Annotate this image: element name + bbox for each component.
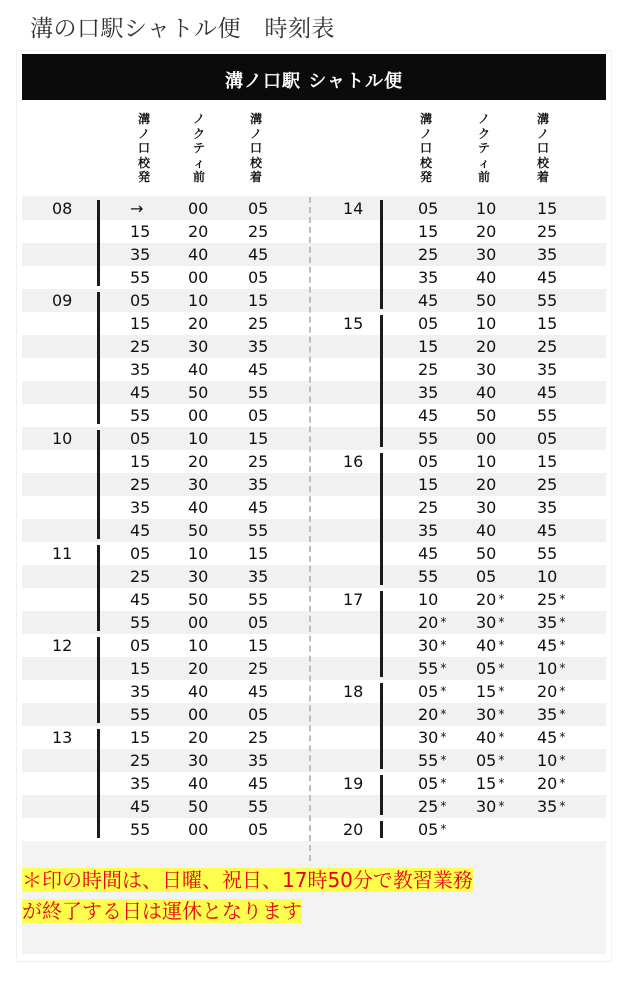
timetable-row-bg bbox=[22, 565, 606, 588]
left-hour-label: 12 bbox=[52, 636, 73, 655]
timetable-row-bg bbox=[22, 795, 606, 818]
timetable-row-bg bbox=[22, 312, 606, 335]
right-time-cell: 50 bbox=[476, 406, 497, 425]
left-time-cell: 20 bbox=[188, 659, 209, 678]
right-time-cell: 45 bbox=[418, 291, 439, 310]
right-hour-bracket bbox=[380, 315, 383, 447]
right-hour-bracket bbox=[380, 453, 383, 585]
right-time-cell: 40 * bbox=[476, 728, 505, 747]
right-time-cell: 25 bbox=[537, 222, 558, 241]
timetable-row-bg bbox=[22, 519, 606, 542]
right-time-cell: 05 * bbox=[418, 774, 447, 793]
left-time-cell: 30 bbox=[188, 337, 209, 356]
right-time-cell: 35 bbox=[418, 521, 439, 540]
timetable-row-bg bbox=[22, 404, 606, 427]
left-time-cell: 10 bbox=[188, 429, 209, 448]
right-time-cell: 05 * bbox=[418, 820, 447, 839]
left-time-cell: 50 bbox=[188, 383, 209, 402]
footnote-line-1: ＊印の時間は、日曜、祝日、17時50分で教習業務 bbox=[22, 868, 473, 892]
right-time-cell: 20 bbox=[476, 337, 497, 356]
left-hour-bracket bbox=[97, 292, 100, 424]
timetable-row-bg bbox=[22, 703, 606, 726]
footnote bbox=[22, 865, 606, 927]
left-time-cell: 45 bbox=[130, 521, 151, 540]
left-time-cell: 05 bbox=[130, 636, 151, 655]
left-time-cell: 25 bbox=[248, 452, 269, 471]
right-time-cell: 10 bbox=[476, 314, 497, 333]
right-time-cell: 25 bbox=[418, 360, 439, 379]
left-time-cell: 10 bbox=[188, 636, 209, 655]
left-time-cell: 15 bbox=[130, 452, 151, 471]
right-time-cell: 25 * bbox=[537, 590, 566, 609]
right-time-cell: 25 bbox=[537, 337, 558, 356]
left-hour-label: 13 bbox=[52, 728, 73, 747]
left-time-cell: 40 bbox=[188, 682, 209, 701]
left-time-cell: 10 bbox=[188, 544, 209, 563]
right-time-cell: 20 * bbox=[418, 613, 447, 632]
right-time-cell: 30 * bbox=[476, 705, 505, 724]
left-hour-bracket bbox=[97, 430, 100, 539]
right-time-cell: 15 bbox=[418, 337, 439, 356]
right-time-cell: 35 bbox=[537, 245, 558, 264]
left-time-cell: 50 bbox=[188, 797, 209, 816]
left-time-cell: 25 bbox=[130, 751, 151, 770]
right-time-cell: 25 bbox=[418, 245, 439, 264]
right-time-cell: 10 bbox=[476, 452, 497, 471]
left-time-cell: 35 bbox=[248, 751, 269, 770]
right-time-cell: 05 bbox=[418, 199, 439, 218]
right-time-cell: 10 bbox=[476, 199, 497, 218]
left-time-cell: 15 bbox=[130, 728, 151, 747]
left-time-cell: 05 bbox=[248, 705, 269, 724]
left-time-cell: 50 bbox=[188, 590, 209, 609]
right-time-cell: 15 bbox=[418, 475, 439, 494]
right-time-cell: 40 bbox=[476, 521, 497, 540]
right-hour-label: 20 bbox=[343, 820, 364, 839]
page-title: 溝の口駅シャトル便 時刻表 bbox=[30, 16, 336, 42]
left-time-cell: 40 bbox=[188, 498, 209, 517]
right-time-cell: 35 bbox=[418, 383, 439, 402]
left-time-cell: 35 bbox=[130, 360, 151, 379]
right-hour-label: 18 bbox=[343, 682, 364, 701]
timetable-row-bg bbox=[22, 749, 606, 772]
timetable-row-bg bbox=[22, 427, 606, 450]
right-time-cell: 35 bbox=[537, 498, 558, 517]
timetable-row-bg bbox=[22, 611, 606, 634]
timetable-row-bg bbox=[22, 496, 606, 519]
right-time-cell: 50 bbox=[476, 291, 497, 310]
left-time-cell: 45 bbox=[130, 590, 151, 609]
footnote-line-2: が終了する日は運休となります bbox=[22, 899, 302, 923]
left-time-cell: 25 bbox=[248, 222, 269, 241]
right-time-cell: 35 * bbox=[537, 613, 566, 632]
right-time-cell: 45 bbox=[537, 383, 558, 402]
timetable-banner: 溝ノ口駅 シャトル便 bbox=[22, 54, 606, 100]
left-time-cell: 40 bbox=[188, 245, 209, 264]
left-time-cell: 05 bbox=[248, 613, 269, 632]
left-time-cell: 25 bbox=[130, 337, 151, 356]
column-divider bbox=[309, 197, 311, 861]
left-time-cell: 45 bbox=[248, 360, 269, 379]
left-time-cell: 35 bbox=[130, 774, 151, 793]
right-hour-bracket bbox=[380, 591, 383, 677]
right-hour-bracket bbox=[380, 775, 383, 815]
right-hour-label: 16 bbox=[343, 452, 364, 471]
left-time-cell: 30 bbox=[188, 751, 209, 770]
left-time-cell: 45 bbox=[248, 245, 269, 264]
left-time-cell: 05 bbox=[248, 268, 269, 287]
right-time-cell: 05 bbox=[418, 452, 439, 471]
timetable-row-bg bbox=[22, 772, 606, 795]
right-time-cell: 50 bbox=[476, 544, 497, 563]
left-time-cell: 00 bbox=[188, 406, 209, 425]
left-time-cell: 15 bbox=[130, 659, 151, 678]
left-time-cell: 15 bbox=[248, 429, 269, 448]
left-time-cell: 05 bbox=[248, 820, 269, 839]
right-time-cell: 10 bbox=[537, 567, 558, 586]
left-time-cell: 30 bbox=[188, 567, 209, 586]
left-time-cell: 35 bbox=[130, 245, 151, 264]
right-time-cell: 25 bbox=[537, 475, 558, 494]
right-time-cell: 30 bbox=[476, 360, 497, 379]
right-time-cell: 25 bbox=[418, 498, 439, 517]
left-hour-bracket bbox=[97, 637, 100, 723]
timetable-row-bg bbox=[22, 634, 606, 657]
left-time-cell: 20 bbox=[188, 314, 209, 333]
left-time-cell: 35 bbox=[248, 475, 269, 494]
right-time-cell: 20 bbox=[476, 222, 497, 241]
left-column-header-2: ノ ク テ ィ 前 bbox=[192, 112, 205, 184]
timetable-row-bg bbox=[22, 680, 606, 703]
left-time-cell: 05 bbox=[248, 199, 269, 218]
timetable-row-bg bbox=[22, 588, 606, 611]
left-time-cell: 45 bbox=[130, 797, 151, 816]
left-hour-bracket bbox=[97, 545, 100, 631]
timetable-row-bg bbox=[22, 243, 606, 266]
left-time-cell: 35 bbox=[248, 337, 269, 356]
left-time-cell: 00 bbox=[188, 613, 209, 632]
timetable-row-bg bbox=[22, 726, 606, 749]
right-time-cell: 55 * bbox=[418, 659, 447, 678]
right-time-cell: 55 bbox=[418, 567, 439, 586]
left-time-cell: 35 bbox=[248, 567, 269, 586]
right-time-cell: 20 bbox=[476, 475, 497, 494]
left-time-cell: 25 bbox=[248, 659, 269, 678]
right-column-header-3: 溝 ノ 口 校 着 bbox=[536, 112, 549, 184]
right-column-header-2: ノ ク テ ィ 前 bbox=[477, 112, 490, 184]
right-time-cell: 40 bbox=[476, 268, 497, 287]
right-time-cell: 20 * bbox=[537, 682, 566, 701]
right-time-cell: 55 bbox=[537, 406, 558, 425]
right-time-cell: 40 bbox=[476, 383, 497, 402]
right-hour-label: 15 bbox=[343, 314, 364, 333]
left-time-cell: 25 bbox=[130, 567, 151, 586]
right-time-cell: 15 * bbox=[476, 774, 505, 793]
left-time-cell: 55 bbox=[130, 406, 151, 425]
right-time-cell: 55 * bbox=[418, 751, 447, 770]
right-hour-bracket bbox=[380, 200, 383, 309]
right-time-cell: 25 * bbox=[418, 797, 447, 816]
left-hour-label: 08 bbox=[52, 199, 73, 218]
right-time-cell: 40 * bbox=[476, 636, 505, 655]
timetable-row-bg bbox=[22, 358, 606, 381]
right-time-cell: 30 * bbox=[418, 728, 447, 747]
left-time-cell: 55 bbox=[248, 521, 269, 540]
left-time-cell: 05 bbox=[130, 429, 151, 448]
left-time-cell: 55 bbox=[130, 705, 151, 724]
timetable-row-bg bbox=[22, 818, 606, 841]
left-time-cell: → bbox=[130, 199, 144, 218]
right-time-cell: 45 bbox=[537, 268, 558, 287]
right-column-header-1: 溝 ノ 口 校 発 bbox=[419, 112, 432, 184]
right-time-cell: 55 bbox=[537, 544, 558, 563]
left-column-header-1: 溝 ノ 口 校 発 bbox=[137, 112, 150, 184]
right-time-cell: 30 * bbox=[476, 613, 505, 632]
timetable-row-bg bbox=[22, 381, 606, 404]
left-time-cell: 55 bbox=[248, 590, 269, 609]
right-hour-label: 17 bbox=[343, 590, 364, 609]
right-time-cell: 20 * bbox=[476, 590, 505, 609]
timetable-row-bg bbox=[22, 220, 606, 243]
left-time-cell: 55 bbox=[248, 797, 269, 816]
left-time-cell: 40 bbox=[188, 774, 209, 793]
left-time-cell: 55 bbox=[130, 613, 151, 632]
timetable-row-bg bbox=[22, 335, 606, 358]
left-time-cell: 40 bbox=[188, 360, 209, 379]
right-hour-bracket bbox=[380, 821, 383, 838]
left-time-cell: 25 bbox=[248, 314, 269, 333]
right-time-cell: 15 bbox=[537, 199, 558, 218]
left-time-cell: 00 bbox=[188, 199, 209, 218]
left-hour-bracket bbox=[97, 729, 100, 838]
left-time-cell: 45 bbox=[130, 383, 151, 402]
timetable-row-bg bbox=[22, 542, 606, 565]
right-hour-label: 14 bbox=[343, 199, 364, 218]
left-time-cell: 35 bbox=[130, 498, 151, 517]
timetable-row-bg bbox=[22, 657, 606, 680]
left-time-cell: 15 bbox=[130, 314, 151, 333]
left-time-cell: 30 bbox=[188, 475, 209, 494]
right-time-cell: 15 bbox=[537, 452, 558, 471]
right-time-cell: 20 * bbox=[418, 705, 447, 724]
left-time-cell: 20 bbox=[188, 452, 209, 471]
left-time-cell: 55 bbox=[130, 820, 151, 839]
right-time-cell: 05 * bbox=[476, 659, 505, 678]
right-time-cell: 05 * bbox=[418, 682, 447, 701]
timetable-row-bg bbox=[22, 289, 606, 312]
right-time-cell: 30 * bbox=[476, 797, 505, 816]
right-time-cell: 30 bbox=[476, 245, 497, 264]
left-hour-label: 10 bbox=[52, 429, 73, 448]
right-time-cell: 35 * bbox=[537, 797, 566, 816]
left-time-cell: 15 bbox=[130, 222, 151, 241]
column-header-area bbox=[22, 100, 606, 196]
left-time-cell: 55 bbox=[130, 268, 151, 287]
left-time-cell: 45 bbox=[248, 498, 269, 517]
left-column-header-3: 溝 ノ 口 校 着 bbox=[249, 112, 262, 184]
left-time-cell: 25 bbox=[248, 728, 269, 747]
left-time-cell: 45 bbox=[248, 682, 269, 701]
timetable-row-bg bbox=[22, 266, 606, 289]
left-time-cell: 05 bbox=[130, 544, 151, 563]
left-time-cell: 00 bbox=[188, 820, 209, 839]
right-time-cell: 00 bbox=[476, 429, 497, 448]
right-time-cell: 55 bbox=[418, 429, 439, 448]
right-time-cell: 45 * bbox=[537, 728, 566, 747]
left-time-cell: 55 bbox=[248, 383, 269, 402]
left-time-cell: 00 bbox=[188, 705, 209, 724]
right-time-cell: 05 * bbox=[476, 751, 505, 770]
left-time-cell: 45 bbox=[248, 774, 269, 793]
right-time-cell: 35 bbox=[537, 360, 558, 379]
right-time-cell: 10 * bbox=[537, 751, 566, 770]
left-hour-bracket bbox=[97, 200, 100, 286]
right-time-cell: 55 bbox=[537, 291, 558, 310]
left-time-cell: 00 bbox=[188, 268, 209, 287]
right-time-cell: 15 bbox=[537, 314, 558, 333]
right-time-cell: 10 bbox=[418, 590, 439, 609]
right-hour-label: 19 bbox=[343, 774, 364, 793]
timetable-row-bg bbox=[22, 473, 606, 496]
left-time-cell: 15 bbox=[248, 636, 269, 655]
left-time-cell: 05 bbox=[130, 291, 151, 310]
right-time-cell: 10 * bbox=[537, 659, 566, 678]
left-time-cell: 50 bbox=[188, 521, 209, 540]
right-time-cell: 30 bbox=[476, 498, 497, 517]
left-time-cell: 15 bbox=[248, 544, 269, 563]
right-time-cell: 35 * bbox=[537, 705, 566, 724]
left-time-cell: 15 bbox=[248, 291, 269, 310]
left-time-cell: 25 bbox=[130, 475, 151, 494]
left-time-cell: 20 bbox=[188, 222, 209, 241]
right-time-cell: 05 bbox=[476, 567, 497, 586]
left-time-cell: 35 bbox=[130, 682, 151, 701]
right-time-cell: 15 * bbox=[476, 682, 505, 701]
right-hour-bracket bbox=[380, 683, 383, 769]
right-time-cell: 05 bbox=[418, 314, 439, 333]
left-hour-label: 09 bbox=[52, 291, 73, 310]
left-time-cell: 05 bbox=[248, 406, 269, 425]
right-time-cell: 30 * bbox=[418, 636, 447, 655]
right-time-cell: 20 * bbox=[537, 774, 566, 793]
right-time-cell: 45 bbox=[537, 521, 558, 540]
right-time-cell: 45 bbox=[418, 544, 439, 563]
timetable-row-bg bbox=[22, 197, 606, 220]
left-hour-label: 11 bbox=[52, 544, 73, 563]
right-time-cell: 35 bbox=[418, 268, 439, 287]
left-time-cell: 20 bbox=[188, 728, 209, 747]
left-time-cell: 10 bbox=[188, 291, 209, 310]
right-time-cell: 15 bbox=[418, 222, 439, 241]
right-time-cell: 05 bbox=[537, 429, 558, 448]
right-time-cell: 45 * bbox=[537, 636, 566, 655]
timetable-row-bg bbox=[22, 450, 606, 473]
right-time-cell: 45 bbox=[418, 406, 439, 425]
